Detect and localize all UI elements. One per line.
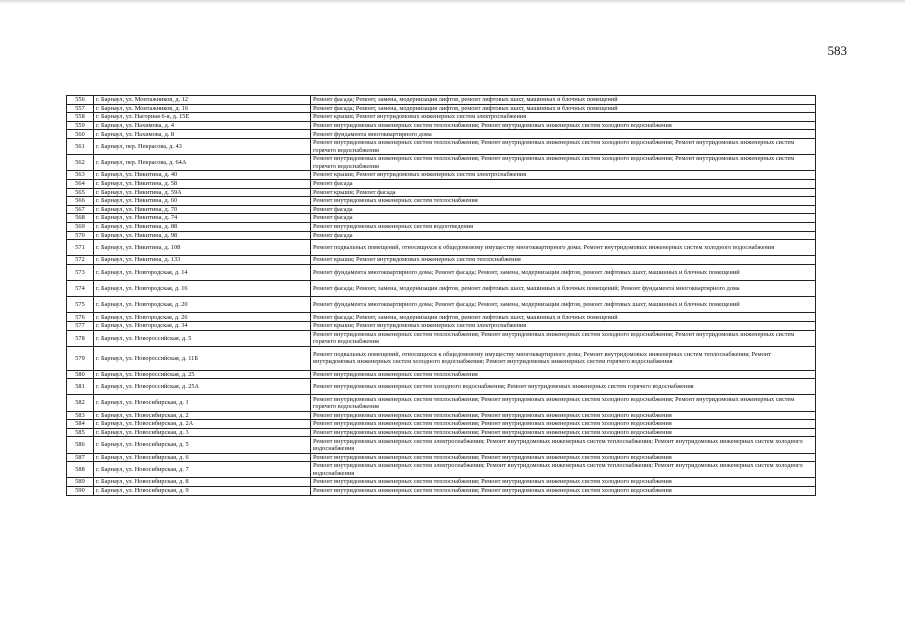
row-work-description: Ремонт фасада; Ремонт, замена, модернизация лифтов, ремонт лифтовых шахт, машинных и блочных помещений [311,313,816,322]
row-address: г. Барнаул, ул. Никитина, д. 58 [94,179,311,188]
page-number: 583 [827,43,847,58]
table-row [67,222,816,231]
table-row [67,214,816,223]
row-address: г. Барнаул, ул. Нахимова, д. 4 [94,121,311,130]
row-work-description: Ремонт внутридомовых инженерных систем электроснабжения; Ремонт внутридомовых инженерных систем теплоснабжения; Ремонт внутридомовых инженерных систем холодного водоснабжения [311,437,816,453]
row-work-description: Ремонт подвальных помещений, относящихся к общедомовому имуществу многоквартирного дома; Ремонт внутридомовых инженерных систем теплоснабжения; Ремонт внутридомовых инженерных систем холодного водоснабжения; Ремонт внутридомовых инженерных систем горячего водоснабжения [311,346,816,370]
table-row [67,113,816,122]
row-address: г. Барнаул, ул. Новосибирская, д. 5 [94,437,311,453]
row-address: г. Барнаул, ул. Новосибирская, д. 3 [94,428,311,437]
row-work-description: Ремонт крыши; Ремонт внутридомовых инженерных систем электроснабжения [311,171,816,180]
table-row [67,130,816,139]
row-work-description: Ремонт крыши; Ремонт внутридомовых инженерных систем электроснабжения [311,322,816,331]
row-number: 578 [67,330,94,346]
row-number: 583 [67,411,94,420]
table-row [67,411,816,420]
row-address: г. Барнаул, ул. Никитина, д. 40 [94,171,311,180]
row-work-description: Ремонт внутридомовых инженерных систем теплоснабжения; Ремонт внутридомовых инженерных систем холодного водоснабжения [311,121,816,130]
row-work-description: Ремонт фасада; Ремонт, замена, модернизация лифтов, ремонт лифтовых шахт, машинных и блочных помещений [311,104,816,113]
table-body [67,96,816,496]
table-row [67,264,816,280]
row-work-description: Ремонт фундамента многоквартирного дома; Ремонт фасада; Ремонт, замена, модернизация лифтов, ремонт лифтовых шахт, машинных и блочных помещений [311,264,816,280]
row-number: 571 [67,240,94,256]
row-work-description: Ремонт подвальных помещений, относящихся к общедомовому имуществу многоквартирного дома; Ремонт внутридомовых инженерных систем холодного водоснабжения [311,240,816,256]
table-row [67,462,816,478]
row-work-description: Ремонт крыши; Ремонт внутридомовых инженерных систем теплоснабжения [311,256,816,265]
row-number: 575 [67,297,94,313]
row-address: г. Барнаул, ул. Нагорная 6-я, д. 15Е [94,113,311,122]
table-row [67,453,816,462]
row-address: г. Барнаул, ул. Новгородская, д. 34 [94,322,311,331]
row-address: г. Барнаул, ул. Новороссийская, д. 5 [94,330,311,346]
row-work-description: Ремонт фундамента многоквартирного дома; Ремонт фасада; Ремонт, замена, модернизация лифтов, ремонт лифтовых шахт, машинных и блочных помещений [311,297,816,313]
row-address: г. Барнаул, ул. Никитина, д. 59А [94,188,311,197]
table-row [67,478,816,487]
table-row [67,370,816,379]
row-number: 576 [67,313,94,322]
row-number: 567 [67,205,94,214]
row-number: 556 [67,96,94,105]
row-address: г. Барнаул, ул. Новосибирская, д. 9 [94,486,311,495]
table-row [67,486,816,495]
row-address: г. Барнаул, ул. Никитина, д. 133 [94,256,311,265]
row-number: 579 [67,346,94,370]
row-work-description: Ремонт внутридомовых инженерных систем теплоснабжения [311,370,816,379]
row-work-description: Ремонт крыши; Ремонт внутридомовых инженерных систем электроснабжения [311,113,816,122]
row-number: 574 [67,281,94,297]
table-row [67,121,816,130]
scan-edge [0,0,905,4]
row-number: 577 [67,322,94,331]
row-address: г. Барнаул, пер. Некрасова, д. 43 [94,138,311,154]
row-address: г. Барнаул, ул. Новороссийская, д. 25А [94,379,311,395]
table-row [67,297,816,313]
row-address: г. Барнаул, ул. Новгородская, д. 20 [94,297,311,313]
table-row [67,281,816,297]
row-address: г. Барнаул, ул. Новгородская, д. 16 [94,281,311,297]
row-number: 564 [67,179,94,188]
row-address: г. Барнаул, ул. Новгородская, д. 14 [94,264,311,280]
row-number: 559 [67,121,94,130]
table-row [67,313,816,322]
row-work-description: Ремонт фасада [311,179,816,188]
table-row [67,256,816,265]
row-work-description: Ремонт фасада [311,214,816,223]
row-address: г. Барнаул, ул. Никитина, д. 60 [94,197,311,206]
row-address: г. Барнаул, ул. Никитина, д. 74 [94,214,311,223]
table-row [67,188,816,197]
row-work-description: Ремонт внутридомовых инженерных систем водоотведения [311,222,816,231]
table-row [67,240,816,256]
row-address: г. Барнаул, ул. Новороссийская, д. 25 [94,370,311,379]
row-work-description: Ремонт внутридомовых инженерных систем теплоснабжения [311,197,816,206]
row-number: 561 [67,138,94,154]
row-address: г. Барнаул, ул. Монтажников, д. 12 [94,96,311,105]
row-address: г. Барнаул, ул. Новгородская, д. 26 [94,313,311,322]
row-number: 585 [67,428,94,437]
row-address: г. Барнаул, ул. Нахимова, д. 8 [94,130,311,139]
row-address: г. Барнаул, ул. Никитина, д. 88 [94,222,311,231]
row-address: г. Барнаул, ул. Монтажников, д. 16 [94,104,311,113]
row-number: 570 [67,231,94,240]
row-number: 589 [67,478,94,487]
row-number: 588 [67,462,94,478]
row-number: 582 [67,395,94,411]
row-number: 584 [67,420,94,429]
row-address: г. Барнаул, ул. Никитина, д. 70 [94,205,311,214]
row-number: 580 [67,370,94,379]
table-row [67,205,816,214]
row-number: 590 [67,486,94,495]
row-number: 572 [67,256,94,265]
row-address: г. Барнаул, ул. Новосибирская, д. 1 [94,395,311,411]
row-work-description: Ремонт крыши; Ремонт фасада [311,188,816,197]
row-work-description: Ремонт фасада [311,205,816,214]
row-work-description: Ремонт фасада; Ремонт, замена, модернизация лифтов, ремонт лифтовых шахт, машинных и блочных помещений [311,96,816,105]
table-row [67,420,816,429]
row-address: г. Барнаул, ул. Новосибирская, д. 2 [94,411,311,420]
row-address: г. Барнаул, ул. Новосибирская, д. 6 [94,453,311,462]
row-address: г. Барнаул, ул. Новосибирская, д. 8 [94,478,311,487]
row-work-description: Ремонт внутридомовых инженерных систем теплоснабжения; Ремонт внутридомовых инженерных систем холодного водоснабжения [311,420,816,429]
row-work-description: Ремонт внутридомовых инженерных систем теплоснабжения; Ремонт внутридомовых инженерных систем холодного водоснабжения [311,478,816,487]
table-row [67,96,816,105]
row-address: г. Барнаул, ул. Никитина, д. 108 [94,240,311,256]
row-number: 566 [67,197,94,206]
row-number: 569 [67,222,94,231]
row-number: 587 [67,453,94,462]
table-row [67,171,816,180]
row-address: г. Барнаул, ул. Новороссийская, д. 11Б [94,346,311,370]
row-number: 568 [67,214,94,223]
table-row [67,197,816,206]
row-number: 557 [67,104,94,113]
row-number: 573 [67,264,94,280]
repair-list-table [66,95,816,496]
row-number: 565 [67,188,94,197]
row-address: г. Барнаул, ул. Никитина, д. 98 [94,231,311,240]
table-row [67,104,816,113]
table-row [67,231,816,240]
row-work-description: Ремонт внутридомовых инженерных систем теплоснабжения; Ремонт внутридомовых инженерных систем холодного водоснабжения; Ремонт внутридомовых инженерных систем горячего водоснабжения [311,155,816,171]
row-work-description: Ремонт фасада [311,231,816,240]
table-row [67,330,816,346]
row-work-description: Ремонт внутридомовых инженерных систем теплоснабжения; Ремонт внутридомовых инженерных систем холодного водоснабжения; Ремонт внутридомовых инженерных систем горячего водоснабжения [311,138,816,154]
table-row [67,155,816,171]
row-number: 586 [67,437,94,453]
table-row [67,379,816,395]
row-address: г. Барнаул, пер. Некрасова, д. 64А [94,155,311,171]
row-work-description: Ремонт внутридомовых инженерных систем теплоснабжения; Ремонт внутридомовых инженерных систем холодного водоснабжения [311,486,816,495]
table-row [67,437,816,453]
row-address: г. Барнаул, ул. Новосибирская, д. 2А [94,420,311,429]
row-work-description: Ремонт фундамента многоквартирного дома [311,130,816,139]
row-number: 563 [67,171,94,180]
row-work-description: Ремонт внутридомовых инженерных систем теплоснабжения; Ремонт внутридомовых инженерных систем холодного водоснабжения [311,411,816,420]
table-row [67,179,816,188]
row-number: 562 [67,155,94,171]
table-row [67,322,816,331]
row-work-description: Ремонт внутридомовых инженерных систем теплоснабжения; Ремонт внутридомовых инженерных систем холодного водоснабжения; Ремонт внутридомовых инженерных систем горячего водоснабжения [311,330,816,346]
table-row [67,346,816,370]
table-row [67,428,816,437]
row-work-description: Ремонт внутридомовых инженерных систем электроснабжения; Ремонт внутридомовых инженерных систем теплоснабжения; Ремонт внутридомовых инженерных систем холодного водоснабжения [311,462,816,478]
table-row [67,138,816,154]
row-number: 558 [67,113,94,122]
row-work-description: Ремонт внутридомовых инженерных систем теплоснабжения; Ремонт внутридомовых инженерных систем холодного водоснабжения; Ремонт внутридомовых инженерных систем горячего водоснабжения [311,395,816,411]
row-work-description: Ремонт внутридомовых инженерных систем теплоснабжения; Ремонт внутридомовых инженерных систем холодного водоснабжения [311,428,816,437]
row-work-description: Ремонт фасада; Ремонт, замена, модернизация лифтов, ремонт лифтовых шахт, машинных и блочных помещений; Ремонт фундамента многоквартирного дома [311,281,816,297]
row-number: 560 [67,130,94,139]
row-number: 581 [67,379,94,395]
row-work-description: Ремонт внутридомовых инженерных систем теплоснабжения; Ремонт внутридомовых инженерных систем холодного водоснабжения [311,453,816,462]
row-address: г. Барнаул, ул. Новосибирская, д. 7 [94,462,311,478]
row-work-description: Ремонт внутридомовых инженерных систем холодного водоснабжения; Ремонт внутридомовых инженерных систем горячего водоснабжения [311,379,816,395]
table-row [67,395,816,411]
